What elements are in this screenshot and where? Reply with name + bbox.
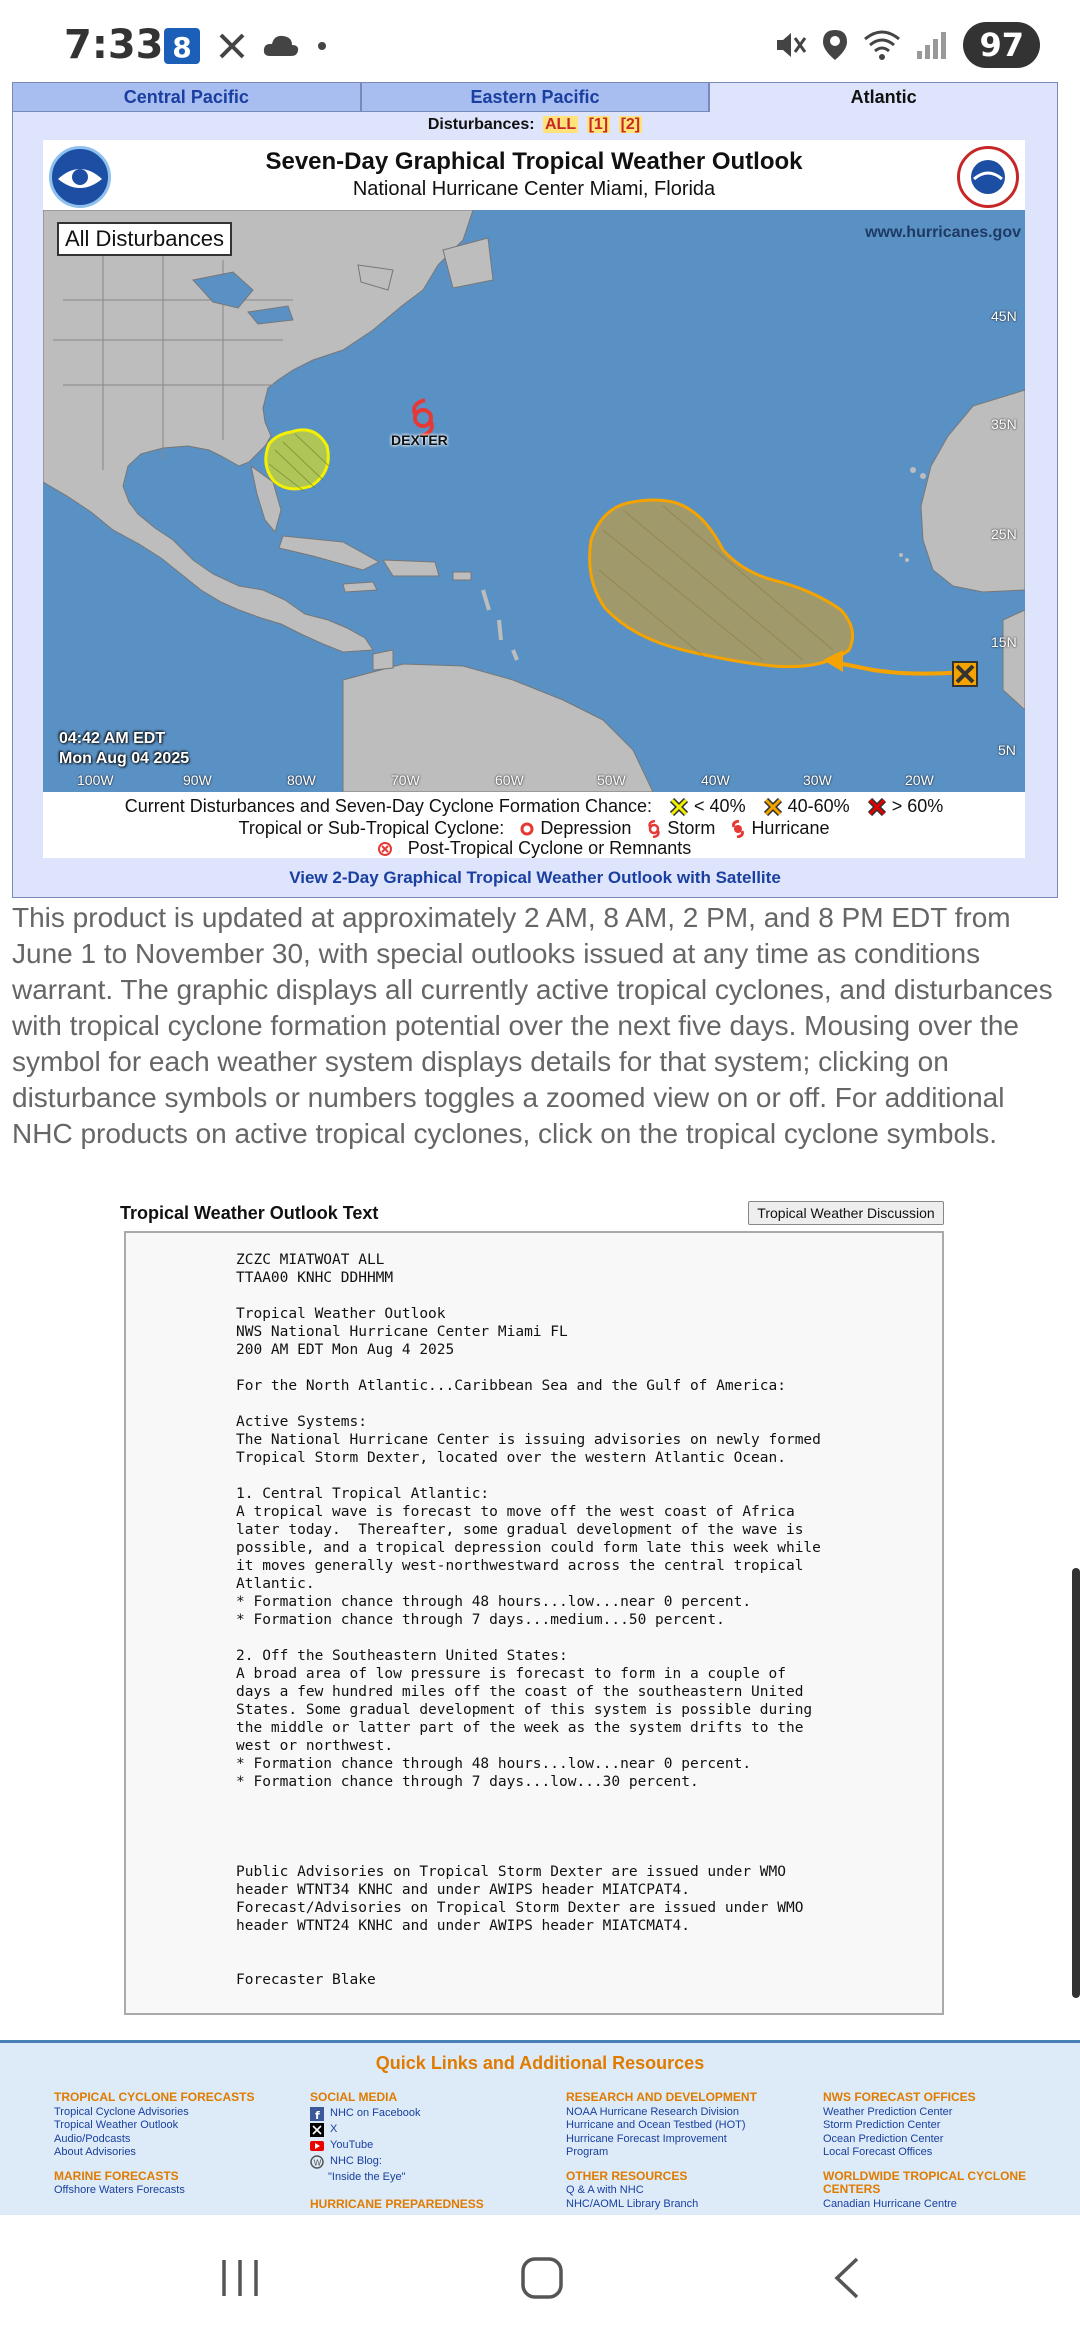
legend-low: < 40% <box>694 796 746 816</box>
lon-label: 80W <box>287 772 316 788</box>
svg-text:f: f <box>315 2108 320 2121</box>
disturbances-label: Disturbances: <box>427 116 535 133</box>
disturbance-link-all[interactable]: ALL <box>545 116 577 133</box>
svg-text:W: W <box>313 2158 322 2167</box>
tab-central-pacific[interactable]: Central Pacific <box>12 82 361 112</box>
status-time: 7:33 <box>64 22 164 68</box>
graphic-legend <box>43 792 1025 858</box>
outlook-graphic <box>43 140 1025 858</box>
footer-link[interactable]: Q & A with NHC <box>566 2184 644 2196</box>
disturbances-row <box>13 116 1057 134</box>
wordpress-icon <box>310 2155 324 2169</box>
footer-title: Quick Links and Additional Resources <box>375 2053 705 2073</box>
disturbance-1-marker <box>953 662 977 686</box>
disturbance-link-1[interactable]: [1] <box>588 116 609 133</box>
legend-depression: Depression <box>540 818 632 838</box>
footer-link[interactable]: YouTube <box>330 2138 374 2151</box>
view-2day-link[interactable]: View 2-Day Graphical Tropical Weather Outlook with Satellite <box>289 868 781 887</box>
footer-link[interactable]: Hurricane and Ocean Testbed (HOT) <box>566 2119 746 2131</box>
footer-heading: SOCIAL MEDIA <box>310 2090 398 2104</box>
lat-label: 45N <box>991 308 1017 324</box>
footer-link[interactable]: Storm Prediction Center <box>823 2119 941 2131</box>
outlook-text-title: Tropical Weather Outlook Text <box>120 1203 379 1223</box>
outlook-text-box <box>124 1231 944 2015</box>
website-label: www.hurricanes.gov <box>865 224 1021 241</box>
footer-link[interactable]: Canadian Hurricane Centre <box>823 2197 957 2210</box>
footer-link[interactable]: "Inside the Eye" <box>328 2170 406 2183</box>
footer-link[interactable]: Local Forecast Offices <box>823 2146 933 2158</box>
lon-label: 50W <box>597 772 626 788</box>
high-chance-icon <box>867 798 887 816</box>
lon-label: 60W <box>495 772 524 788</box>
footer-heading: HURRICANE PREPAREDNESS <box>310 2197 484 2211</box>
footer-link[interactable]: Weather Prediction Center <box>823 2105 953 2118</box>
scrollbar[interactable] <box>1072 1568 1080 1998</box>
legend-post-tropical: Post-Tropical Cyclone or Remnants <box>407 838 692 858</box>
footer-heading: WORLDWIDE TROPICAL CYCLONE CENTERS <box>823 2168 1027 2196</box>
legend-high: > 60% <box>891 796 944 816</box>
lon-label: 20W <box>905 772 934 788</box>
all-disturbances-label: All Disturbances <box>57 222 232 256</box>
disturbance-2-area <box>266 430 328 489</box>
x-icon <box>218 32 246 60</box>
footer-heading: RESEARCH AND DEVELOPMENT <box>566 2090 757 2104</box>
footer-heading: MARINE FORECASTS <box>54 2168 179 2183</box>
lon-label: 70W <box>391 772 420 788</box>
wifi-icon <box>863 29 901 61</box>
timestamp-time: 04:42 AM EDT <box>59 730 166 747</box>
lon-labels <box>43 772 1025 792</box>
footer-link[interactable]: NHC/AOML Library Branch <box>566 2197 699 2210</box>
nws-logo <box>957 146 1019 208</box>
legend-medium: 40-60% <box>787 796 850 816</box>
svg-text:8: 8 <box>172 31 192 64</box>
medium-chance-icon <box>763 798 783 816</box>
footer-heading: NWS FORECAST OFFICES <box>823 2090 976 2104</box>
footer-col-tropical <box>54 2091 274 2198</box>
battery-badge: 97 <box>963 22 1040 68</box>
outlook-panel <box>12 112 1058 898</box>
cloud-icon <box>262 32 300 60</box>
depression-icon <box>519 821 535 837</box>
status-bar <box>0 0 1080 80</box>
graphic-header <box>43 140 1025 210</box>
lon-label: 40W <box>701 772 730 788</box>
footer-link[interactable]: Offshore Waters Forecasts <box>54 2184 185 2196</box>
footer-link[interactable]: X <box>330 2122 338 2135</box>
footer-link[interactable]: Tropical Cyclone Advisories <box>54 2105 189 2118</box>
footer-link[interactable]: NOAA Hurricane Research Division <box>566 2105 740 2118</box>
mute-icon <box>773 28 807 62</box>
legend-storm: Storm <box>667 818 716 838</box>
lat-label: 5N <box>998 742 1016 758</box>
legend-formation-label: Current Disturbances and Seven-Day Cyclone Formation Chance: <box>124 796 652 816</box>
signal-icon <box>915 29 949 61</box>
footer-link[interactable]: Ocean Prediction Center <box>823 2132 944 2145</box>
tropical-weather-discussion-button[interactable]: Tropical Weather Discussion <box>748 1201 944 1225</box>
outlook-map <box>43 210 1025 792</box>
timestamp-date: Mon Aug 04 2025 <box>59 750 190 767</box>
back-icon <box>829 2256 863 2300</box>
footer-col-research <box>566 2091 796 2211</box>
footer-link[interactable]: NHC Blog: <box>330 2154 382 2167</box>
channel-8-icon <box>162 26 202 66</box>
recent-apps-icon <box>218 2258 262 2298</box>
quick-links-footer <box>0 2040 1080 2215</box>
recent-apps-button[interactable] <box>200 2253 280 2303</box>
storm-icon <box>646 820 662 838</box>
navigation-bar <box>0 2215 1080 2340</box>
footer-link[interactable]: Audio/Podcasts <box>54 2132 131 2145</box>
tab-eastern-pacific[interactable]: Eastern Pacific <box>361 82 710 112</box>
facebook-icon <box>310 2107 324 2121</box>
footer-heading: OTHER RESOURCES <box>566 2168 688 2183</box>
product-description: This product is updated at approximately 2 AM, 8 AM, 2 PM, and 8 PM EDT from June 1 to November 30, with special outlooks issued at any time as conditions warrant. The graphic displays all currently active tropical cyclones, and disturbances with tropical cyclone formation potential over the next five days. Mousing over the symbol for each weather system displays details for that system; clicking on disturbance symbols or numbers toggles a zoomed view on or off. For additional NHC products on active tropical cyclones, click on the tropical cyclone symbols. <box>12 902 1053 1149</box>
storm-label[interactable]: DEXTER <box>391 432 448 448</box>
lon-label: 30W <box>803 772 832 788</box>
home-button[interactable] <box>502 2253 582 2303</box>
x-icon <box>310 2123 324 2137</box>
graphic-subtitle: National Hurricane Center Miami, Florida <box>352 178 716 200</box>
graphic-title: Seven-Day Graphical Tropical Weather Outlook <box>265 148 803 175</box>
hurricane-icon <box>730 820 746 838</box>
footer-link[interactable]: Hurricane Forecast Improvement <box>566 2132 727 2145</box>
dot-icon <box>316 40 328 52</box>
footer-col-nws <box>823 2091 1043 2211</box>
back-button[interactable] <box>806 2253 886 2303</box>
lat-label: 15N <box>991 634 1017 650</box>
footer-link[interactable]: Program <box>566 2146 609 2158</box>
footer-link[interactable]: Tropical Weather Outlook <box>54 2119 179 2131</box>
lon-label: 90W <box>183 772 212 788</box>
lat-label: 35N <box>991 416 1017 432</box>
footer-col-social <box>310 2091 530 2213</box>
lon-label: 100W <box>77 772 114 788</box>
footer-link[interactable]: NHC on Facebook <box>330 2106 421 2119</box>
basin-tabs <box>12 82 1058 112</box>
post-tropical-icon <box>377 841 393 857</box>
footer-link[interactable]: About Advisories <box>54 2146 136 2158</box>
disturbance-link-2[interactable]: [2] <box>620 116 641 133</box>
location-icon <box>821 28 849 62</box>
outlook-text: ZCZC MIATWOAT ALL TTAA00 KNHC DDHHMM Tropical Weather Outlook NWS National Hurricane Center Miami FL 200 AM EDT Mon Aug 4 2025 For the North Atlantic...Caribbean Sea and the Gulf of America: Active Systems: The National Hurricane Center is issuing advisories on newly formed Tropical Storm Dexter, located over the western Atlantic Ocean. 1. Central Tropical Atlantic: A tropical wave is forecast to move off the west coast of Africa later today. Thereafter, some gradual development of the wave is possible, and a tropical depression could form late this week while it moves generally west-northwestward across the central tropical Atlantic. * Formation chance through 48 hours...low...near 0 percent. * Formation chance through 7 days...medium...50 percent. 2. Off the Southeastern United States: A broad area of low pressure is forecast to form in a couple of days a few hundred miles off the coast of the southeastern United States. Some gradual development of this system is possible during the middle or latter part of the week as the system drifts to the west or northwest. * Formation chance through 48 hours...low...near 0 percent. * Formation chance through 7 days...low...30 percent. Public Advisories on Tropical Storm Dexter are issued under WMO header WTNT34 KNHC and under AWIPS header MIATCPAT4. Forecast/Advisories on Tropical Storm Dexter are issued under WMO header WTNT24 KNHC and under AWIPS header MIATCMAT4. Forecaster Blake <box>236 1252 821 1988</box>
tab-atlantic[interactable]: Atlantic <box>709 82 1058 112</box>
low-chance-icon <box>669 798 689 816</box>
footer-heading: TROPICAL CYCLONE FORECASTS <box>54 2090 255 2104</box>
home-icon <box>520 2256 564 2300</box>
youtube-icon <box>310 2139 324 2153</box>
legend-cyclone-label: Tropical or Sub-Tropical Cyclone: <box>238 818 505 838</box>
lat-label: 25N <box>991 526 1017 542</box>
legend-hurricane: Hurricane <box>751 818 830 838</box>
